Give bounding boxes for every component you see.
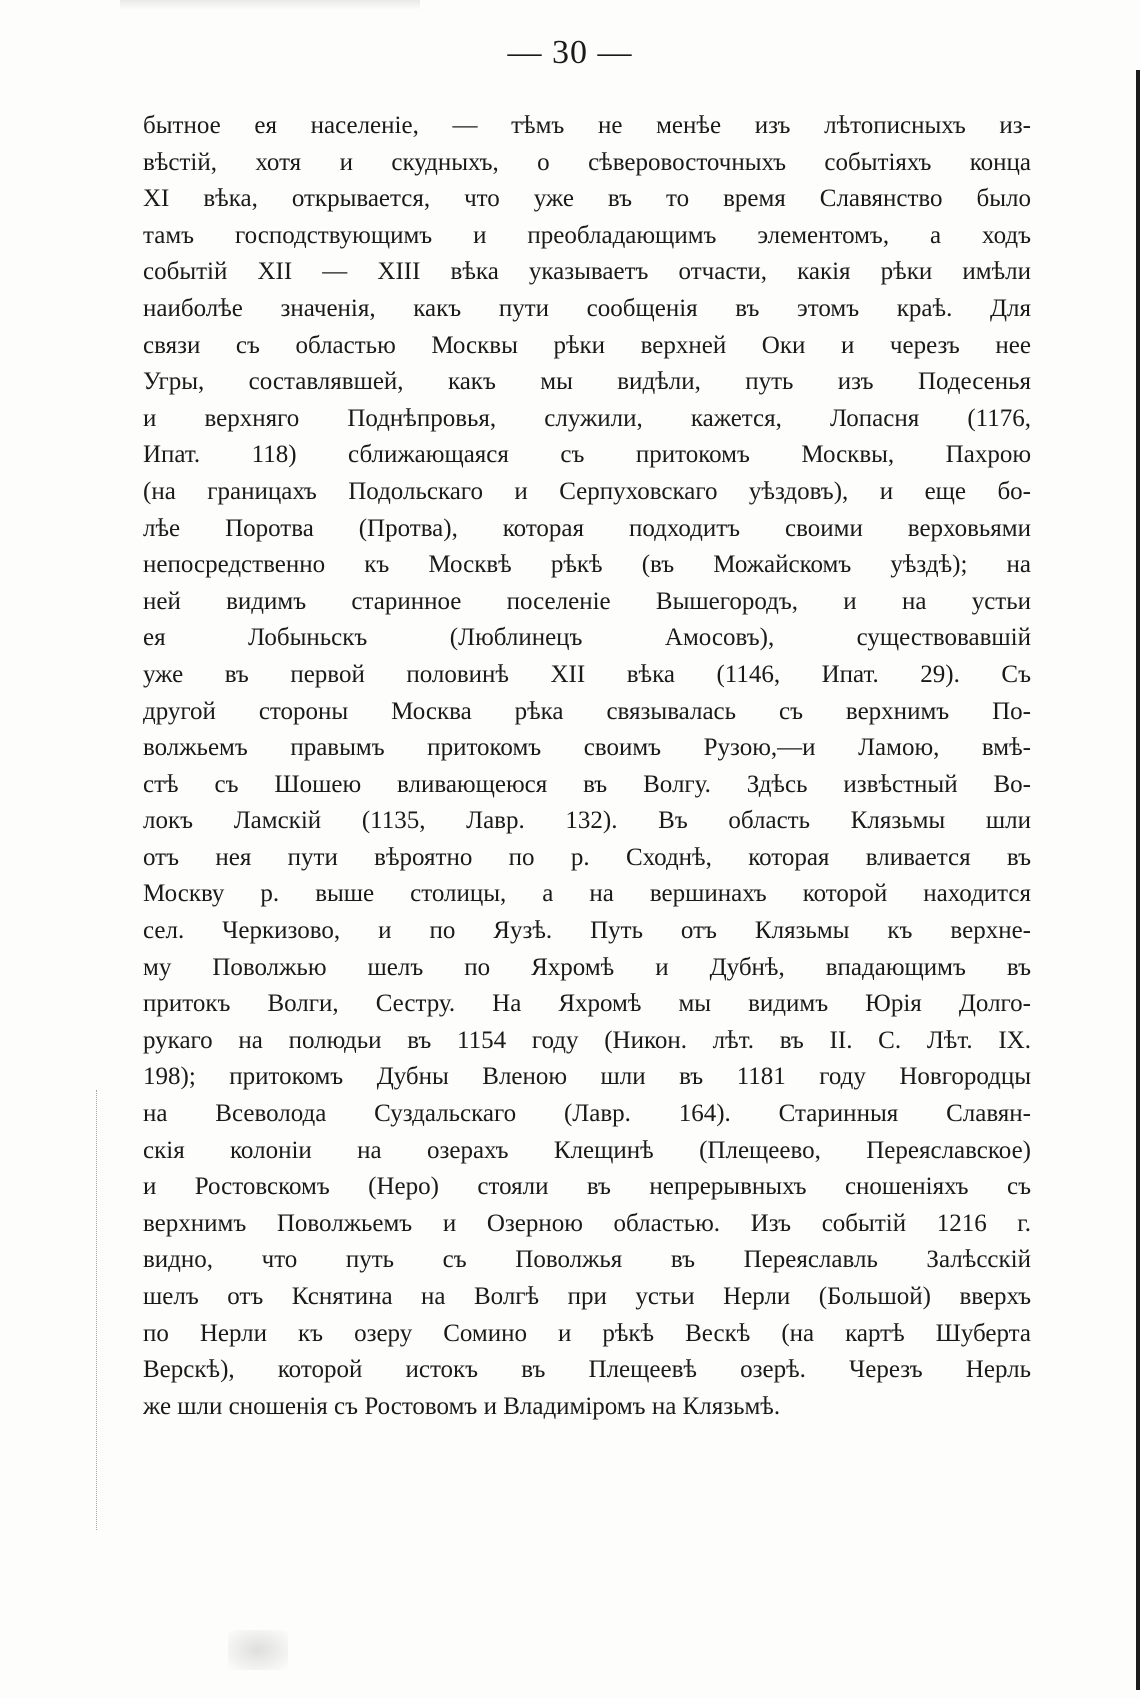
text-line: Москву р. выше столицы, а на вершинахъ которой находится (143, 880, 1031, 908)
text-line: и Ростовскомъ (Неро) стояли въ непрерывныхъ сношеніяхъ съ (143, 1173, 1031, 1201)
page-number: — 30 — (507, 34, 633, 71)
text-line: же шли сношенія съ Ростовомъ и Владиміромъ на Клязьмѣ. (143, 1392, 781, 1420)
text-line: локъ Ламскій (1135, Лавр. 132). Въ область Клязьмы шли (143, 807, 1031, 835)
text-line: сел. Черкизово, и по Яузѣ. Путь отъ Клязьмы къ верхне- (143, 917, 1031, 945)
text-line: непосредственно къ Москвѣ рѣкѣ (въ Можайскомъ уѣздѣ); на (143, 551, 1031, 579)
text-line: наиболѣе значенія, какъ пути сообщенія въ этомъ краѣ. Для (143, 294, 1031, 322)
text-line: рукаго на полюдьи въ 1154 году (Никон. лѣт. въ II. С. Лѣт. IX. (143, 1026, 1031, 1054)
text-line: и верхняго Поднѣпровья, служили, кажется, Лопасня (1176, (143, 404, 1031, 432)
text-line: ней видимъ старинное поселеніе Вышегородъ, и на устьи (143, 587, 1031, 615)
margin-marks (96, 1090, 100, 1530)
text-line: притокъ Волги, Сестру. На Яхромѣ мы видимъ Юрія Долго- (143, 990, 1031, 1018)
scan-smudge (228, 1630, 288, 1670)
text-line: волжьемъ правымъ притокомъ своимъ Рузою,—и Ламою, вмѣ- (143, 734, 1031, 762)
text-line: уже въ первой половинѣ XII вѣка (1146, Ипат. 29). Съ (143, 660, 1031, 688)
text-line: Верскѣ), которой истокъ въ Плещеевѣ озерѣ. Черезъ Нерль (143, 1356, 1031, 1384)
text-line: вѣстій, хотя и скудныхъ, о сѣверовосточныхъ событіяхъ конца (143, 148, 1031, 176)
text-line: по Нерли къ озеру Сомино и рѣкѣ Вескѣ (на картѣ Шуберта (143, 1319, 1031, 1347)
text-line: видно, что путь съ Поволжья въ Переяславль Залѣсскій (143, 1246, 1031, 1274)
text-line: бытное ея населеніе, — тѣмъ не менѣе изъ лѣтописныхъ из- (143, 112, 1031, 139)
text-line: тамъ господствующимъ и преобладающимъ элементомъ, а ходъ (143, 221, 1031, 249)
text-line: му Поволжью шелъ по Яхромѣ и Дубнѣ, впадающимъ въ (143, 953, 1031, 981)
text-line: (на границахъ Подольскаго и Серпуховскаго уѣздовъ), и еще бо- (143, 477, 1031, 505)
text-line: шелъ отъ Кснятина на Волгѣ при устьи Нерли (Большой) вверхъ (143, 1283, 1031, 1310)
text-line: событій XII — XIII вѣка указываетъ отчасти, какія рѣки имѣли (143, 258, 1031, 286)
body-text (143, 108, 1031, 1425)
text-line: отъ нея пути вѣроятно по р. Сходнѣ, которая вливается въ (143, 843, 1031, 871)
text-line: другой стороны Москва рѣка связывалась съ верхнимъ По- (143, 697, 1031, 725)
text-line: Угры, составлявшей, какъ мы видѣли, путь изъ Подесенья (143, 368, 1031, 396)
text-line: стѣ съ Шошею вливающеюся въ Волгу. Здѣсь извѣстный Во- (143, 770, 1031, 798)
text-line: на Всеволода Суздальскаго (Лавр. 164). Старинныя Славян- (143, 1100, 1031, 1128)
text-line: ея Лобыньскъ (Люблинецъ Амосовъ), существовавшій (143, 624, 1031, 652)
text-line: Ипат. 118) сближающаяся съ притокомъ Москвы, Пахрою (143, 441, 1031, 469)
scan-shadow-top (120, 0, 420, 10)
text-line: лѣе Поротва (Протва), которая подходитъ своими верховьями (143, 514, 1031, 542)
text-line: 198); притокомъ Дубны Вленою шли въ 1181 году Новгородцы (143, 1063, 1031, 1091)
text-line: связи съ областью Москвы рѣки верхней Оки и черезъ нее (143, 331, 1031, 359)
text-line: скія колоніи на озерахъ Клещинѣ (Плещеево, Переяславское) (143, 1136, 1031, 1164)
text-line: XI вѣка, открывается, что уже въ то время Славянство было (143, 185, 1031, 213)
text-line: верхнимъ Поволжьемъ и Озерною областью. Изъ событій 1216 г. (143, 1209, 1031, 1237)
scan-edge-right (1136, 70, 1140, 1690)
